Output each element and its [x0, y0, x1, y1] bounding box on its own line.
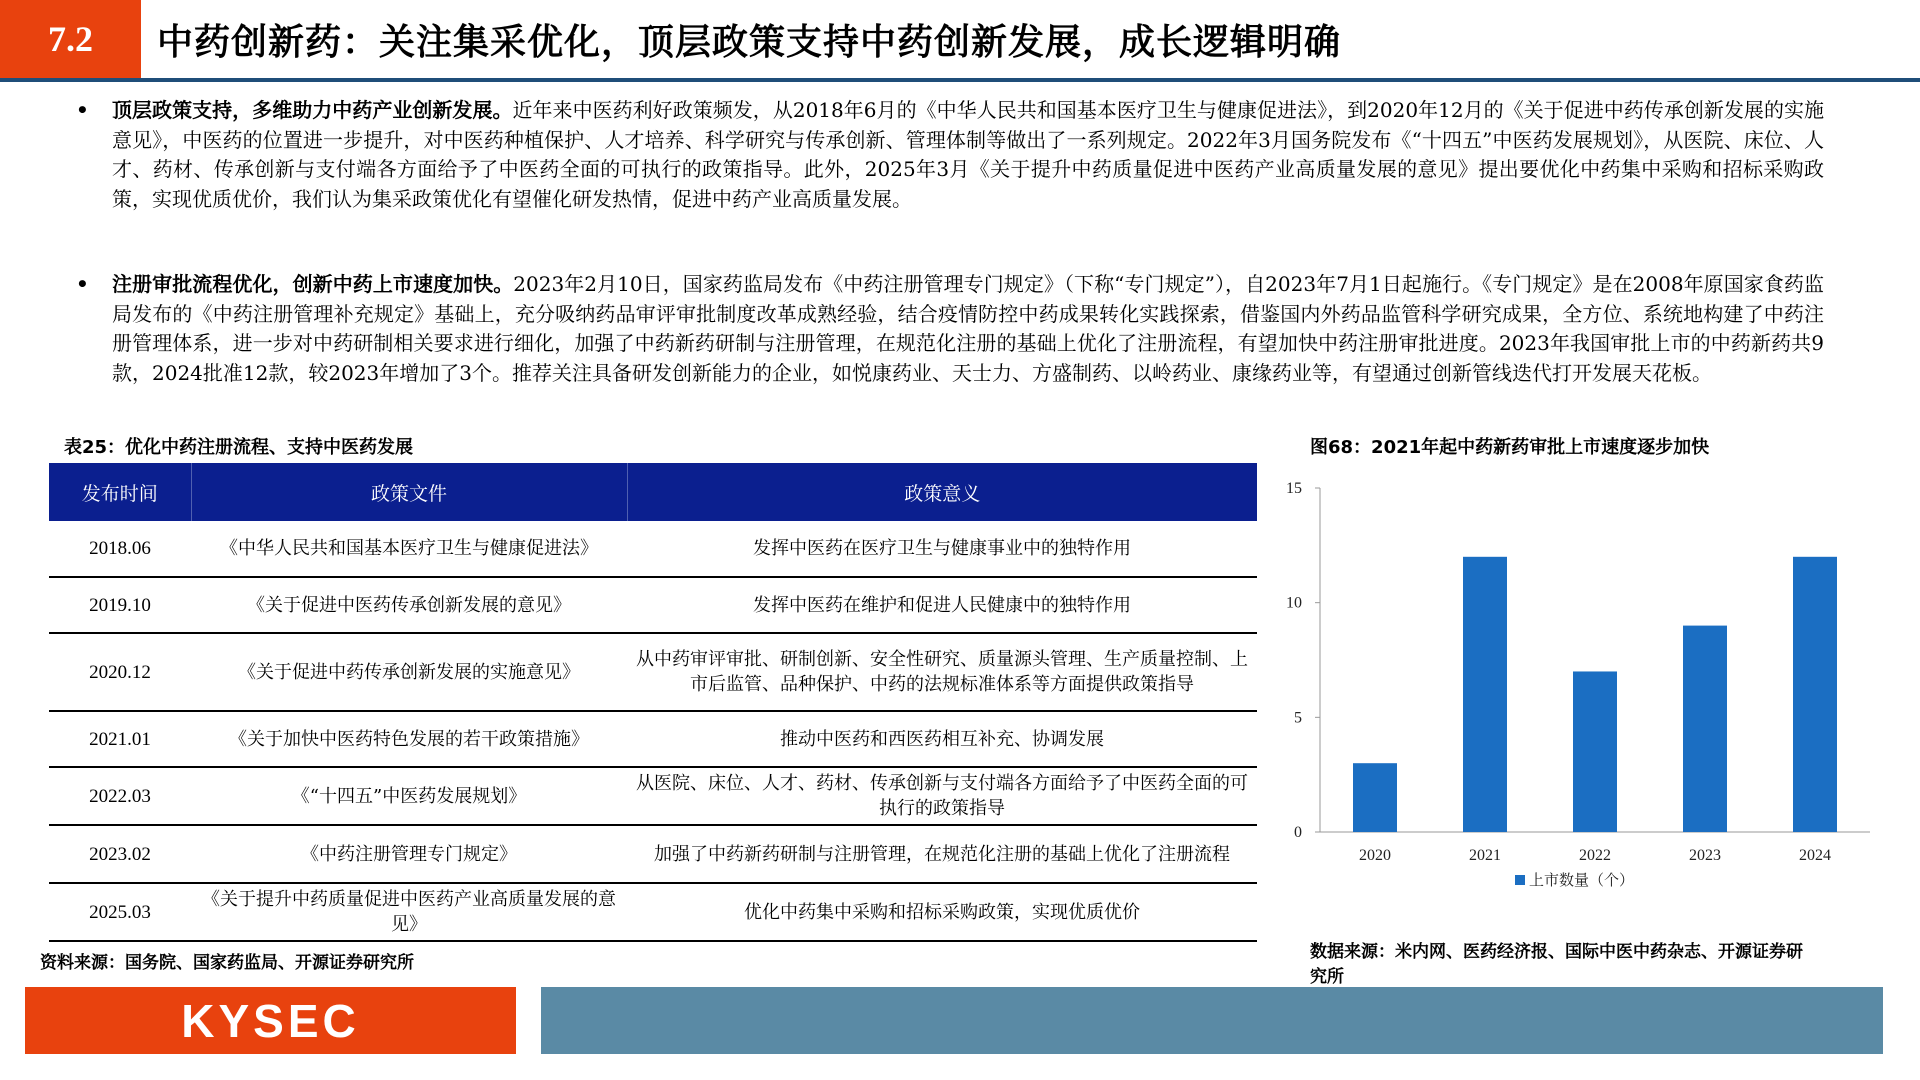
meaning-cell: 发挥中医药在医疗卫生与健康事业中的独特作用	[627, 521, 1257, 577]
date-cell: 2020.12	[49, 633, 191, 711]
table-row	[49, 521, 1257, 577]
y-tick-label: 10	[1286, 594, 1302, 612]
bar	[1463, 557, 1507, 832]
meaning-cell: 优化中药集中采购和招标采购政策，实现优质优价	[627, 883, 1257, 941]
date-cell: 2021.01	[49, 711, 191, 767]
document-cell: 《关于加快中医药特色发展的若干政策措施》	[191, 711, 627, 767]
table-row	[49, 711, 1257, 767]
page-title: 中药创新药：关注集采优化，顶层政策支持中药创新发展，成长逻辑明确	[157, 22, 1342, 63]
bullet-lead: 注册审批流程优化，创新中药上市速度加快。	[112, 272, 514, 296]
bullet-lead: 顶层政策支持，多维助力中药产业创新发展。	[112, 98, 513, 122]
bullet-text	[112, 270, 1824, 388]
table-row	[49, 633, 1257, 711]
document-cell: 《关于提升中药质量促进中医药产业高质量发展的意见》	[191, 883, 627, 941]
table-header-row	[49, 463, 1257, 521]
bullet-paragraph	[76, 96, 1824, 214]
meaning-cell: 加强了中药新药研制与注册管理，在规范化注册的基础上优化了注册流程	[627, 825, 1257, 883]
date-cell: 2019.10	[49, 577, 191, 633]
table-row	[49, 577, 1257, 633]
bullet-paragraph	[76, 270, 1824, 388]
meaning-cell: 发挥中医药在维护和促进人民健康中的独特作用	[627, 577, 1257, 633]
bullet-body: 近年来中医药利好政策频发，从2018年6月的《中华人民共和国基本医疗卫生与健康促进法》，到2020年12月的《关于促进中药传承创新发展的实施意见》，中医药的位置进一步提升，对中医药种植保护、人才培养、科学研究与传承创新、管理体制等做出了一系列规定。2022年3月国务院发布《“十四五”中医药发展规划》，从医院、床位、人才、药材、传承创新与支付端各方面给予了中医药全面的可执行的政策指导。此外，2025年3月《关于提升中药质量促进中医药产业高质量发展的意见》提出要优化中药集中采购和招标采购政策，实现优质优价，我们认为集采政策优化有望催化研发热情，促进中药产业高质量发展。	[112, 98, 1824, 211]
date-cell: 2022.03	[49, 767, 191, 825]
legend-label: 上市数量（个）	[1529, 871, 1635, 889]
y-tick-label: 0	[1294, 824, 1302, 841]
date-cell: 2025.03	[49, 883, 191, 941]
table-row	[49, 883, 1257, 941]
meaning-cell: 从中药审评审批、研制创新、安全性研究、质量源头管理、生产质量控制、上市后监管、品种保护、中药的法规标准体系等方面提供政策指导	[627, 633, 1257, 711]
x-tick-label: 2022	[1579, 847, 1611, 864]
bar-chart	[1270, 470, 1890, 910]
bar	[1793, 557, 1837, 832]
x-tick-label: 2021	[1469, 847, 1501, 864]
table-caption: 表25：优化中药注册流程、支持中医药发展	[64, 437, 414, 458]
section-number: 7.2	[0, 0, 141, 78]
meaning-cell: 推动中医药和西医药相互补充、协调发展	[627, 711, 1257, 767]
table-row	[49, 767, 1257, 825]
document-cell: 《中华人民共和国基本医疗卫生与健康促进法》	[191, 521, 627, 577]
bar	[1573, 671, 1617, 832]
bullet-marker: •	[76, 98, 89, 122]
table-source: 资料来源：国务院、国家药监局、开源证券研究所	[40, 953, 414, 973]
column-header: 发布时间	[49, 463, 191, 521]
bar	[1683, 626, 1727, 832]
bullet-marker: •	[76, 272, 89, 296]
document-cell: 《关于促进中药传承创新发展的实施意见》	[191, 633, 627, 711]
figure-caption: 图68：2021年起中药新药审批上市速度逐步加快	[1310, 437, 1710, 458]
x-tick-label: 2020	[1359, 847, 1391, 864]
bullet-text	[112, 96, 1824, 214]
header-divider	[0, 78, 1920, 82]
bullet-body: 2023年2月10日，国家药监局发布《中药注册管理专门规定》（下称“专门规定”），自2023年7月1日起施行。《专门规定》是在2008年原国家食药监局发布的《中药注册管理补充规定》基础上，充分吸纳药品审评审批制度改革成熟经验，结合疫情防控中药成果转化实践探索，借鉴国内外药品监管科学研究成果，全方位、系统地构建了中药注册管理体系，进一步对中药研制相关要求进行细化，加强了中药新药研制与注册管理，在规范化注册的基础上优化了注册流程，有望加快中药注册审批进度。2023年我国审批上市的中药新药共9款，2024批准12款，较2023年增加了3个。推荐关注具备研发创新能力的企业，如悦康药业、天士力、方盛制药、以岭药业、康缘药业等，有望通过创新管线迭代打开发展天花板。	[112, 272, 1824, 385]
policy-table	[49, 463, 1257, 942]
bar	[1353, 763, 1397, 832]
legend-swatch	[1515, 875, 1525, 885]
column-header: 政策意义	[627, 463, 1257, 521]
column-header: 政策文件	[191, 463, 627, 521]
meaning-cell: 从医院、床位、人才、药材、传承创新与支付端各方面给予了中医药全面的可执行的政策指导	[627, 767, 1257, 825]
date-cell: 2023.02	[49, 825, 191, 883]
table-row	[49, 825, 1257, 883]
document-cell: 《关于促进中医药传承创新发展的意见》	[191, 577, 627, 633]
document-cell: 《中药注册管理专门规定》	[191, 825, 627, 883]
y-tick-label: 5	[1294, 709, 1302, 727]
logo-text: KYSEC	[181, 994, 360, 1047]
date-cell: 2018.06	[49, 521, 191, 577]
document-cell: 《“十四五”中医药发展规划》	[191, 767, 627, 825]
footer-bar	[541, 987, 1883, 1054]
y-tick-label: 15	[1286, 480, 1302, 497]
x-tick-label: 2023	[1689, 847, 1721, 864]
kysec-logo	[25, 987, 516, 1054]
figure-source: 数据来源：米内网、医药经济报、国际中医中药杂志、开源证券研究所	[1310, 942, 1803, 987]
x-tick-label: 2024	[1799, 847, 1831, 864]
